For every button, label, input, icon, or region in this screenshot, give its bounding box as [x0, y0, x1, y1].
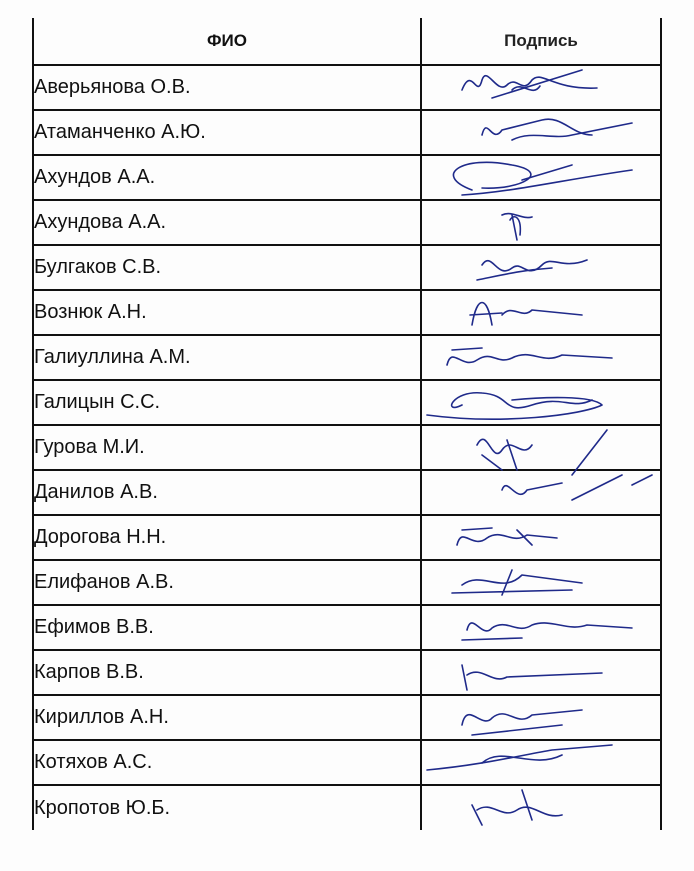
signature-stroke	[482, 119, 592, 135]
person-name: Галицын С.С.	[33, 380, 421, 425]
signature-cell	[421, 290, 661, 335]
signature-cell	[421, 695, 661, 740]
table-row	[33, 425, 661, 470]
signature-cell	[421, 785, 661, 830]
signature-stroke	[572, 475, 652, 500]
person-name: Аверьянова О.В.	[33, 65, 421, 110]
person-name: Дорогова Н.Н.	[33, 515, 421, 560]
signature-stroke	[477, 268, 552, 280]
signature-cell	[421, 740, 661, 785]
person-name: Кропотов Ю.Б.	[33, 785, 421, 830]
person-name: Атаманченко А.Ю.	[33, 110, 421, 155]
signature-stroke	[502, 310, 582, 315]
signature-cell	[421, 605, 661, 650]
signature-stroke	[462, 638, 522, 640]
header-name: ФИО	[33, 18, 421, 65]
table-row	[33, 785, 661, 830]
signature-stroke	[462, 575, 582, 585]
handwritten-signature	[422, 780, 662, 838]
signature-cell	[421, 155, 661, 200]
signature-cell	[421, 65, 661, 110]
signature-stroke	[453, 162, 530, 190]
signature-stroke	[452, 348, 482, 350]
table-row	[33, 380, 661, 425]
signature-stroke	[510, 215, 520, 240]
table-row	[33, 470, 661, 515]
header-row	[33, 18, 661, 65]
signature-cell	[421, 515, 661, 560]
signature-stroke	[472, 805, 562, 825]
signature-stroke	[462, 710, 582, 725]
signature-stroke	[502, 483, 562, 494]
table-row	[33, 560, 661, 605]
table-row	[33, 110, 661, 155]
signature-stroke	[457, 535, 557, 545]
signature-cell	[421, 560, 661, 605]
signature-table	[32, 18, 662, 830]
person-name: Гурова М.И.	[33, 425, 421, 470]
person-name: Котяхов А.С.	[33, 740, 421, 785]
person-name: Булгаков С.В.	[33, 245, 421, 290]
signature-stroke	[477, 439, 532, 453]
signature-stroke	[452, 570, 572, 595]
signature-stroke	[447, 355, 612, 365]
table-row	[33, 290, 661, 335]
signature-cell	[421, 200, 661, 245]
table-row	[33, 245, 661, 290]
signature-cell	[421, 380, 661, 425]
signature-stroke	[470, 303, 502, 326]
table-row	[33, 335, 661, 380]
header-signature: Подпись	[421, 18, 661, 65]
signature-cell	[421, 425, 661, 470]
table-row	[33, 650, 661, 695]
table-row	[33, 605, 661, 650]
signature-stroke	[462, 665, 602, 690]
table-row	[33, 65, 661, 110]
table-row	[33, 695, 661, 740]
person-name: Ахундов А.А.	[33, 155, 421, 200]
table-row	[33, 200, 661, 245]
person-name: Вознюк А.Н.	[33, 290, 421, 335]
signature-cell	[421, 110, 661, 155]
person-name: Ефимов В.В.	[33, 605, 421, 650]
person-name: Ахундова А.А.	[33, 200, 421, 245]
signature-stroke	[452, 393, 592, 408]
signature-stroke	[472, 725, 562, 735]
signature-cell	[421, 335, 661, 380]
person-name: Елифанов А.В.	[33, 560, 421, 605]
person-name: Кириллов А.Н.	[33, 695, 421, 740]
signature-cell	[421, 470, 661, 515]
signature-cell	[421, 650, 661, 695]
person-name: Карпов В.В.	[33, 650, 421, 695]
signature-cell	[421, 245, 661, 290]
signature-stroke	[492, 70, 582, 98]
person-name: Галиуллина А.М.	[33, 335, 421, 380]
table-row	[33, 515, 661, 560]
signature-stroke	[462, 76, 597, 90]
signature-stroke	[462, 170, 632, 195]
rows-body	[33, 65, 661, 830]
person-name: Данилов А.В.	[33, 470, 421, 515]
signature-stroke	[522, 790, 532, 820]
signature-stroke	[462, 528, 532, 545]
table-row	[33, 740, 661, 785]
signature-stroke	[512, 123, 632, 140]
table-row	[33, 155, 661, 200]
signature-stroke	[467, 623, 632, 631]
